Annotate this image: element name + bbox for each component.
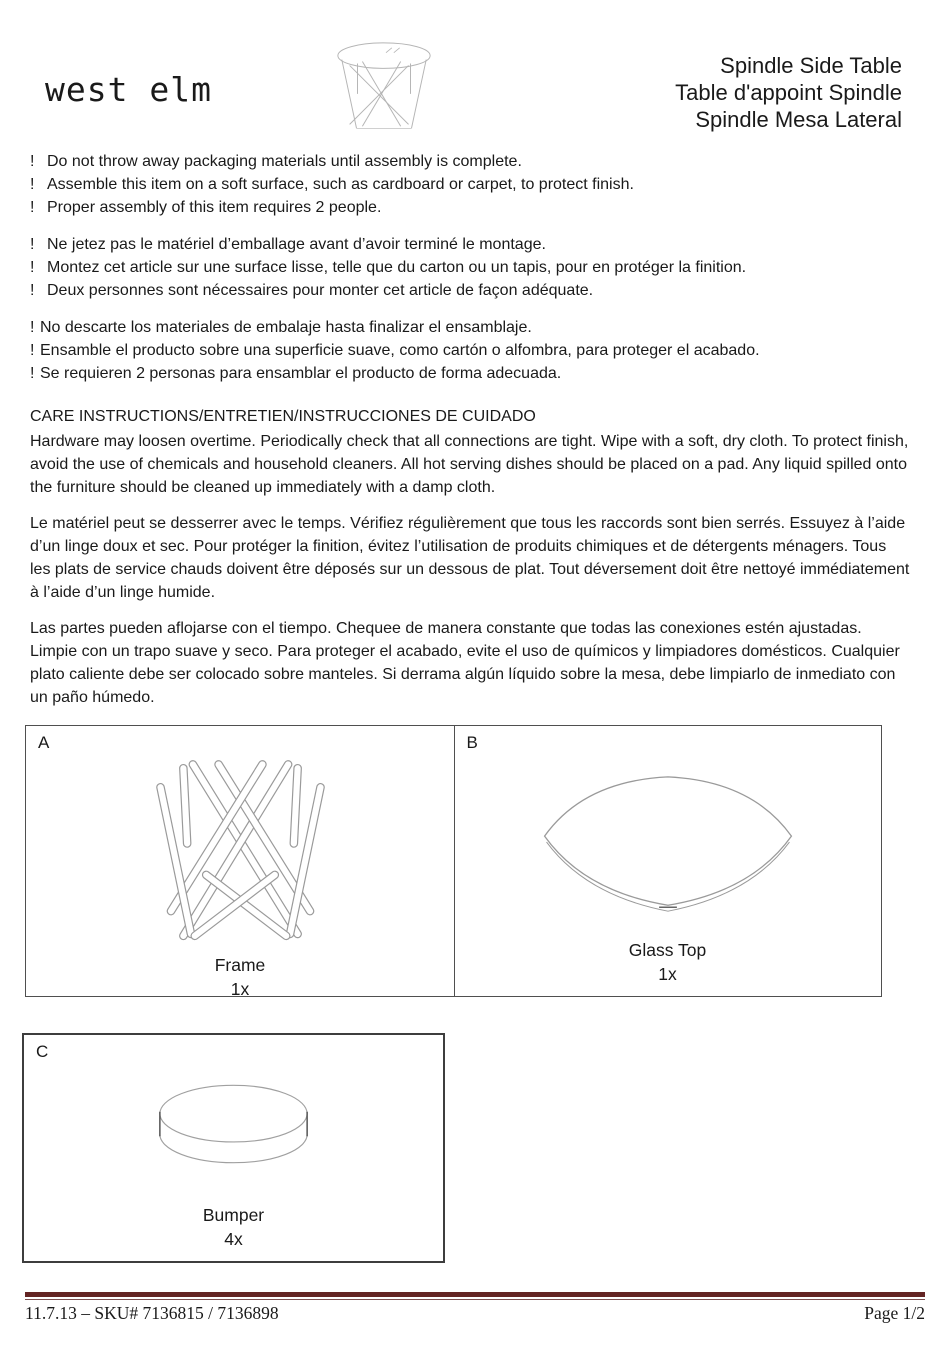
warning-line (30, 150, 920, 173)
table-illustration-icon (330, 38, 438, 140)
footer-rule (25, 1292, 925, 1297)
part-caption (455, 938, 881, 996)
warning-line (30, 233, 920, 256)
product-title-fr: Table d'appoint Spindle (675, 80, 902, 105)
parts-row (25, 725, 950, 997)
warning-text: Montez cet article sur une surface lisse, telle que du carton ou un tapis, pour en protéger la finition. (47, 259, 747, 276)
warning-text: Assemble this item on a soft surface, such as cardboard or carpet, to protect finish. (47, 176, 634, 193)
warning-line (30, 339, 920, 362)
exclamation-icon: ! (30, 259, 35, 276)
part-box-glass-top (454, 725, 882, 997)
care-paragraph-en: Hardware may loosen overtime. Periodically check that all connections are tight. Wipe with a soft, dry cloth. To protect finish, avoid the use of chemicals and household cleaners. All hot serving dishes should be placed on a pad. Any liquid spilled onto the furniture should be cleaned up immediately with a damp cloth. (30, 433, 909, 496)
warnings-english (30, 150, 920, 219)
part-box-bumper (22, 1033, 445, 1263)
warning-line (30, 316, 920, 339)
product-title-es: Spindle Mesa Lateral (695, 107, 902, 132)
part-letter: C (36, 1042, 49, 1061)
warning-text: Ensamble el producto sobre una superficie suave, como cartón o alfombra, para proteger el acabado. (40, 342, 760, 359)
warning-line (30, 279, 920, 302)
exclamation-icon: ! (30, 176, 35, 193)
warning-text: Proper assembly of this item requires 2 people. (47, 199, 382, 216)
assembled-table-illustration (330, 38, 438, 140)
exclamation-icon: ! (30, 153, 35, 170)
warning-line (30, 256, 920, 279)
exclamation-icon: ! (30, 365, 35, 382)
part-letter: B (466, 733, 478, 752)
warning-line (30, 362, 920, 385)
part-name: Bumper (202, 1205, 265, 1225)
warning-text: Deux personnes sont nécessaires pour monter cet article de façon adéquate. (47, 282, 594, 299)
warning-text: Do not throw away packaging materials until assembly is complete. (47, 153, 522, 170)
footer-rule-thin (25, 1299, 925, 1300)
warning-text: No descarte los materiales de embalaje hasta finalizar el ensamblaje. (40, 319, 532, 336)
exclamation-icon: ! (30, 342, 35, 359)
brand-logo: west elm (45, 70, 212, 109)
page-footer (25, 1292, 925, 1324)
care-heading: CARE INSTRUCTIONS/ENTRETIEN/INSTRUCCIONES DE CUIDADO (30, 408, 536, 425)
warning-text: Se requieren 2 personas para ensamblar el producto de forma adecuada. (40, 365, 562, 382)
warnings-french (30, 233, 920, 302)
part-box-frame (25, 725, 455, 997)
frame-drawing-icon (26, 753, 454, 953)
part-caption (24, 1203, 443, 1261)
part-qty: 1x (658, 964, 677, 984)
bumper-drawing-icon (24, 1062, 443, 1203)
warning-text: Ne jetez pas le matériel d’emballage avant d’avoir terminé le montage. (47, 236, 546, 253)
part-letter: A (38, 733, 50, 752)
warnings-spanish (30, 316, 920, 385)
part-qty: 1x (230, 979, 250, 999)
care-paragraph-es: Las partes pueden aflojarse con el tiempo. Chequee de manera constante que todas las conexiones estén ajustadas. Limpie con un trapo suave y seco. Para proteger el acabado, evite el uso de químicos y limpiadores domésticos. Cualquier plato caliente debe ser colocado sobre manteles. Si derrama algún líquido sobre la mesa, debe limpiarlo de inmediato con un paño húmedo. (30, 620, 900, 706)
care-paragraph-fr: Le matériel peut se desserrer avec le temps. Vérifiez régulièrement que tous les raccords sont bien serrés. Essuyez à l’aide d’un linge doux et sec. Pour protéger la finition, évitez l’utilisation de produits chimiques et de détergents ménagers. Tous les plats de service chauds doivent être déposés sur un dessous de plat. Tout déversement doit être nettoyé immédiatement à l’aide d’un linge humide. (30, 515, 910, 601)
exclamation-icon: ! (30, 282, 35, 299)
exclamation-icon: ! (30, 236, 35, 253)
warning-line (30, 173, 920, 196)
part-caption (26, 953, 454, 1011)
part-name: Glass Top (628, 940, 707, 960)
glass-top-drawing-icon (455, 753, 881, 938)
footer-sku: 11.7.13 – SKU# 7136815 / 7136898 (25, 1303, 279, 1323)
exclamation-icon: ! (30, 199, 35, 216)
product-titles (675, 52, 902, 140)
page-header (45, 36, 902, 140)
bumper-row (22, 1033, 950, 1263)
exclamation-icon: ! (30, 319, 35, 336)
part-qty: 4x (224, 1229, 243, 1249)
warnings-section (30, 150, 920, 385)
product-title-en: Spindle Side Table (720, 53, 902, 78)
warning-line (30, 196, 920, 219)
footer-page-number: Page 1/2 (864, 1303, 925, 1323)
care-instructions-section (30, 405, 910, 709)
part-name: Frame (214, 955, 266, 975)
